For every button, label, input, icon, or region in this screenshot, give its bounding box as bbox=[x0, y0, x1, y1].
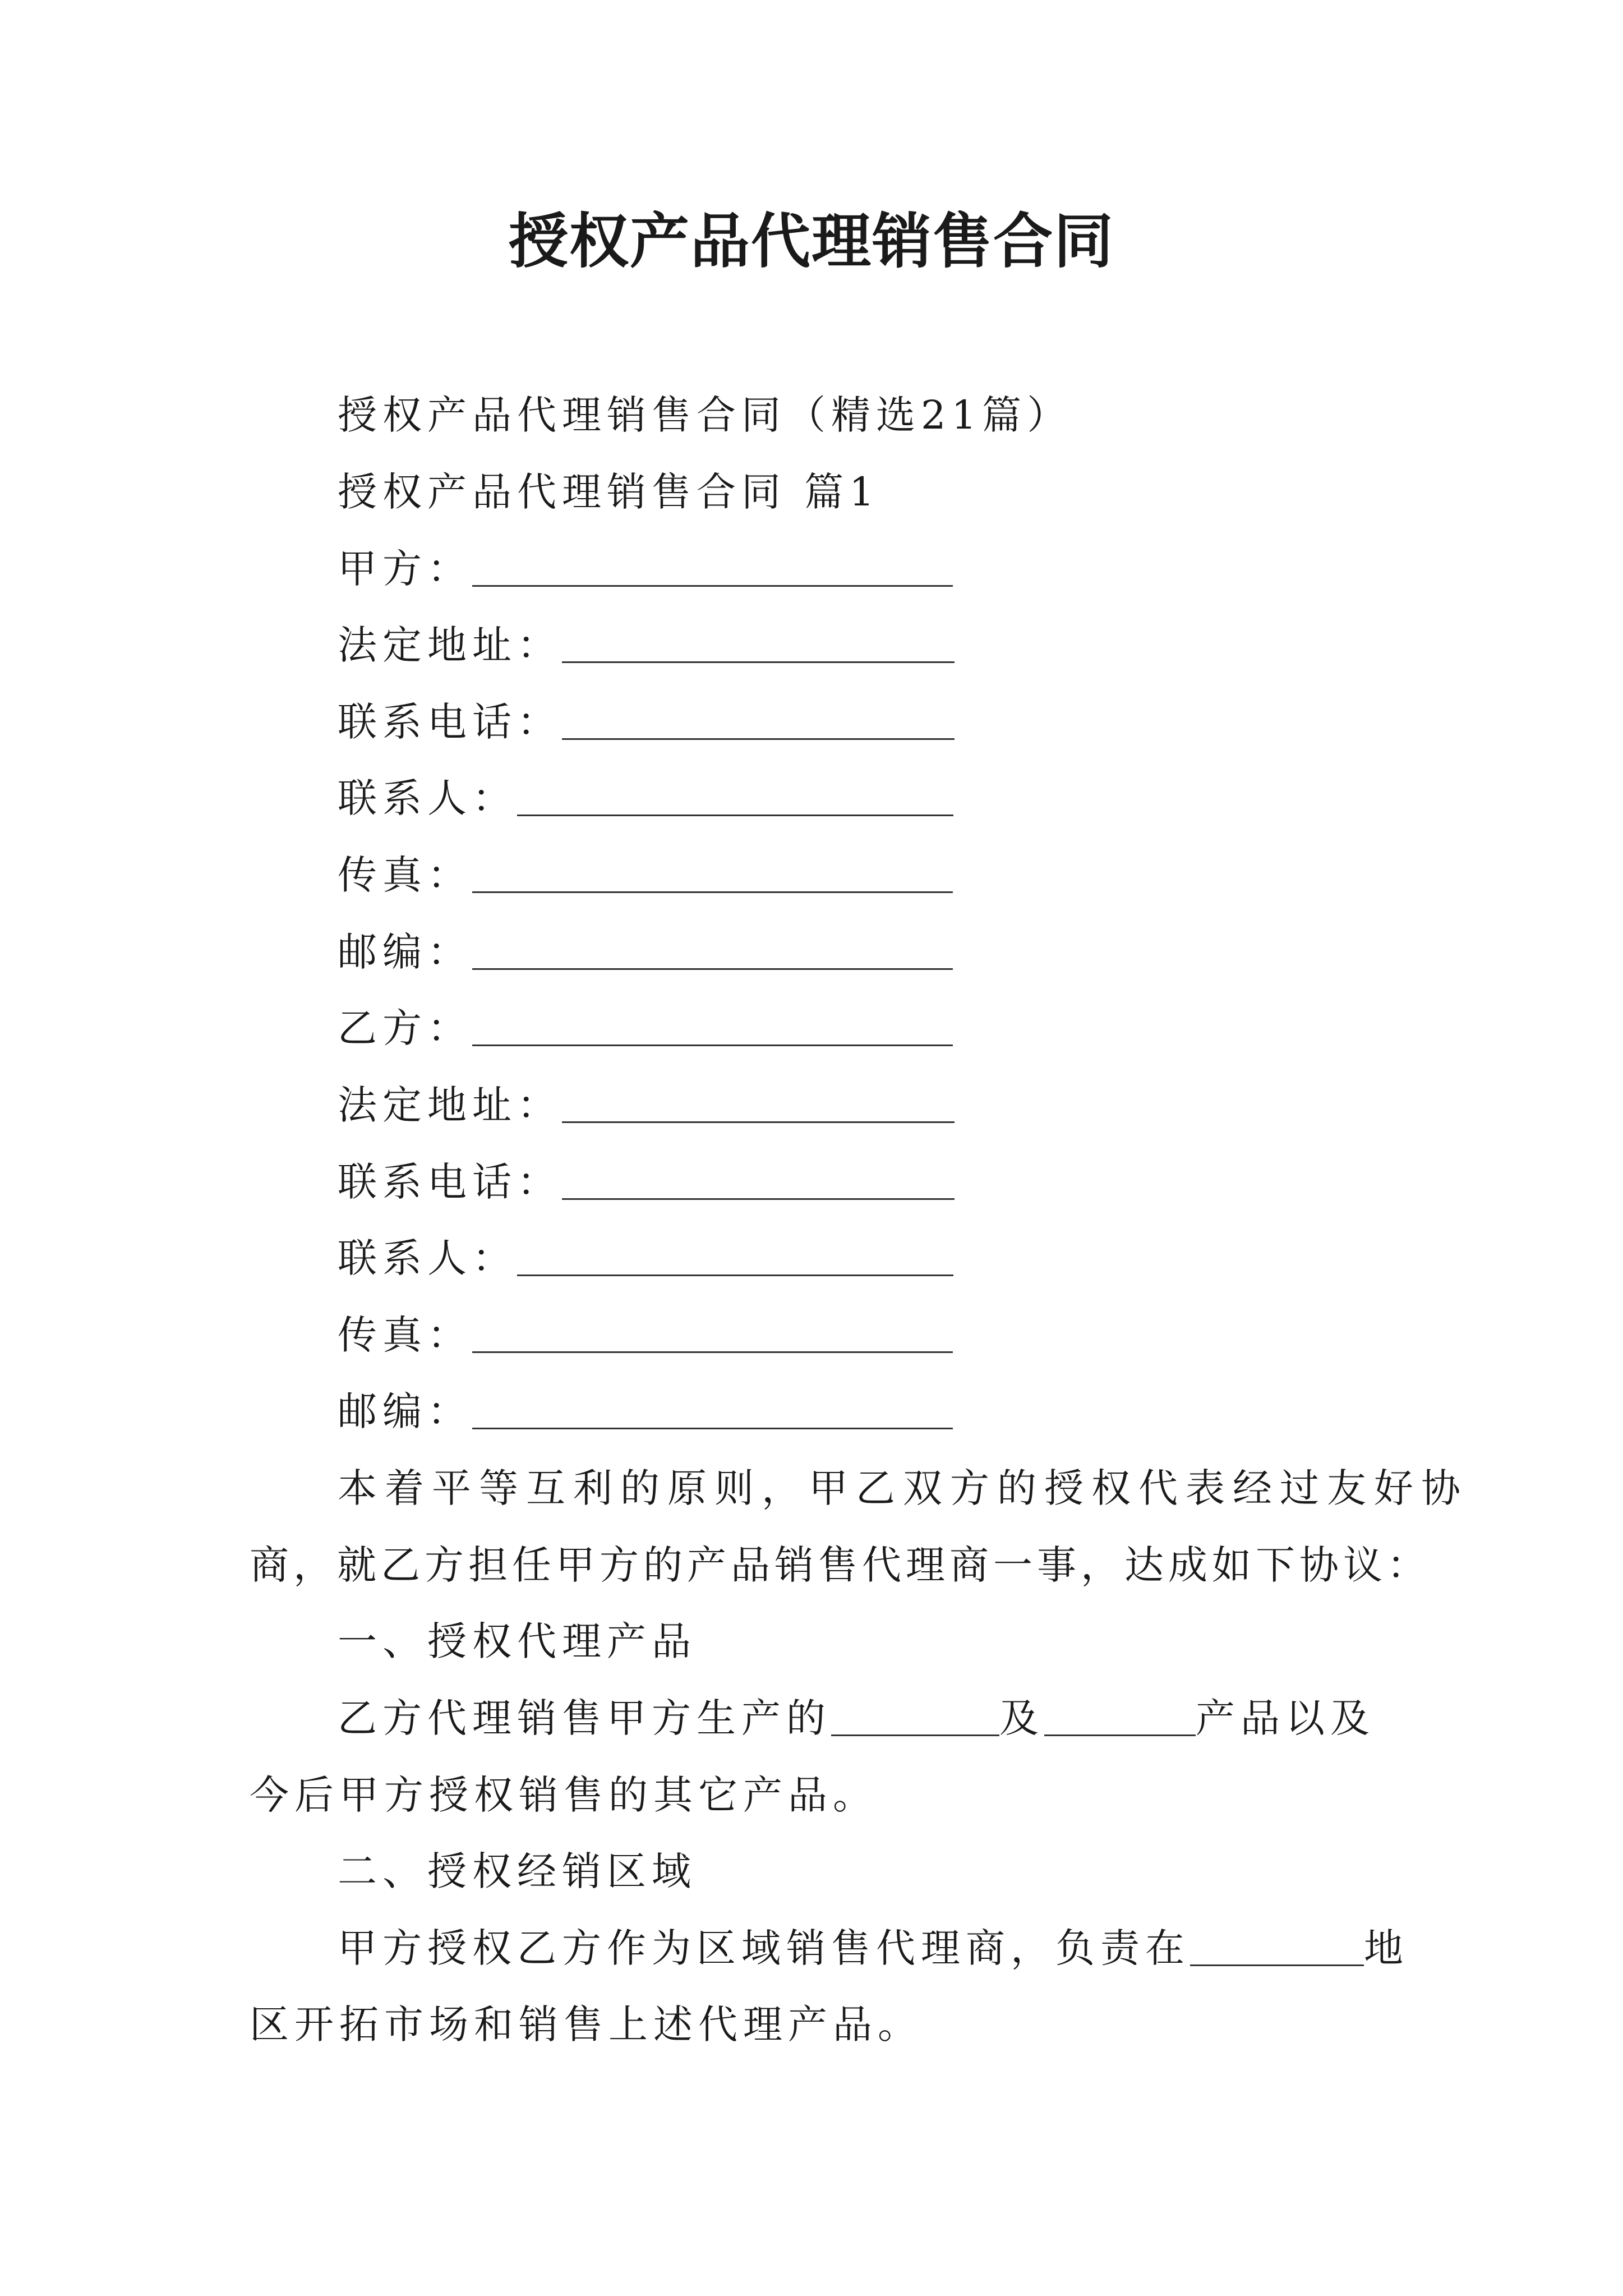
party-b-address-field bbox=[338, 1077, 955, 1133]
fill-in-blank[interactable] bbox=[472, 929, 953, 970]
fill-in-blank[interactable] bbox=[472, 546, 953, 587]
clause-1-line-2: 今后甲方授权销售的其它产品。 bbox=[250, 1772, 878, 1818]
field-label: 乙方： bbox=[338, 1005, 472, 1051]
field-label: 邮编： bbox=[338, 929, 472, 975]
intro-paragraph-line-2: 商，就乙方担任甲方的产品销售代理商一事，达成如下协议： bbox=[250, 1542, 1431, 1588]
party-b-name-field bbox=[338, 1000, 953, 1056]
party-b-fax-field bbox=[338, 1307, 953, 1363]
fill-in-blank[interactable] bbox=[562, 622, 955, 663]
clause-text: 产品以及 bbox=[1196, 1695, 1375, 1741]
fill-in-blank[interactable] bbox=[517, 1235, 953, 1276]
fill-in-blank[interactable] bbox=[562, 1159, 955, 1200]
field-label: 联系电话： bbox=[338, 699, 562, 745]
fill-in-blank[interactable] bbox=[472, 1005, 953, 1046]
fill-in-blank[interactable] bbox=[472, 1388, 953, 1429]
clause-text: 甲方授权乙方作为区域销售代理商，负责在 bbox=[338, 1925, 1190, 1971]
party-a-address-field bbox=[338, 617, 955, 673]
party-b-phone-field bbox=[338, 1154, 955, 1210]
clause-1-line-1 bbox=[338, 1690, 1375, 1746]
party-b-postcode-field bbox=[338, 1383, 953, 1439]
field-label: 联系人： bbox=[338, 1235, 517, 1281]
field-label: 联系人： bbox=[338, 775, 517, 821]
fill-in-blank[interactable] bbox=[472, 1312, 953, 1353]
field-label: 法定地址： bbox=[338, 1082, 562, 1128]
fill-in-blank[interactable] bbox=[472, 852, 953, 893]
field-label: 邮编： bbox=[338, 1388, 472, 1434]
intro-paragraph-line-1: 本着平等互利的原则，甲乙双方的授权代表经过友好协 bbox=[338, 1465, 1468, 1511]
field-label: 传真： bbox=[338, 1312, 472, 1358]
fill-in-blank[interactable] bbox=[562, 1082, 955, 1123]
party-b-contact-field bbox=[338, 1230, 953, 1286]
party-a-name-field bbox=[338, 541, 953, 597]
clause-text: 地 bbox=[1364, 1925, 1409, 1971]
clause-text: 及 bbox=[999, 1695, 1044, 1741]
clause-2-heading: 二、授权经销区域 bbox=[338, 1848, 697, 1894]
field-label: 传真： bbox=[338, 852, 472, 898]
clause-2-line-1 bbox=[338, 1920, 1409, 1976]
party-a-fax-field bbox=[338, 847, 953, 903]
fill-in-blank[interactable] bbox=[517, 775, 953, 816]
field-label: 甲方： bbox=[338, 546, 472, 592]
party-a-postcode-field bbox=[338, 924, 953, 980]
fill-in-blank[interactable] bbox=[831, 1695, 999, 1736]
field-label: 法定地址： bbox=[338, 622, 562, 668]
clause-2-line-2: 区开拓市场和销售上述代理产品。 bbox=[250, 2001, 923, 2047]
clause-text: 乙方代理销售甲方生产的 bbox=[338, 1695, 831, 1741]
party-a-contact-field bbox=[338, 770, 953, 826]
section-heading: 授权产品代理销售合同 篇1 bbox=[338, 469, 880, 515]
page-title: 授权产品代理销售合同 bbox=[509, 206, 1114, 276]
field-label: 联系电话： bbox=[338, 1159, 562, 1205]
fill-in-blank[interactable] bbox=[1044, 1695, 1196, 1736]
fill-in-blank[interactable] bbox=[562, 699, 955, 740]
party-a-phone-field bbox=[338, 694, 955, 750]
fill-in-blank[interactable] bbox=[1190, 1925, 1364, 1966]
clause-1-heading: 一、授权代理产品 bbox=[338, 1618, 697, 1664]
document-subtitle: 授权产品代理销售合同（精选21篇） bbox=[338, 392, 1072, 438]
